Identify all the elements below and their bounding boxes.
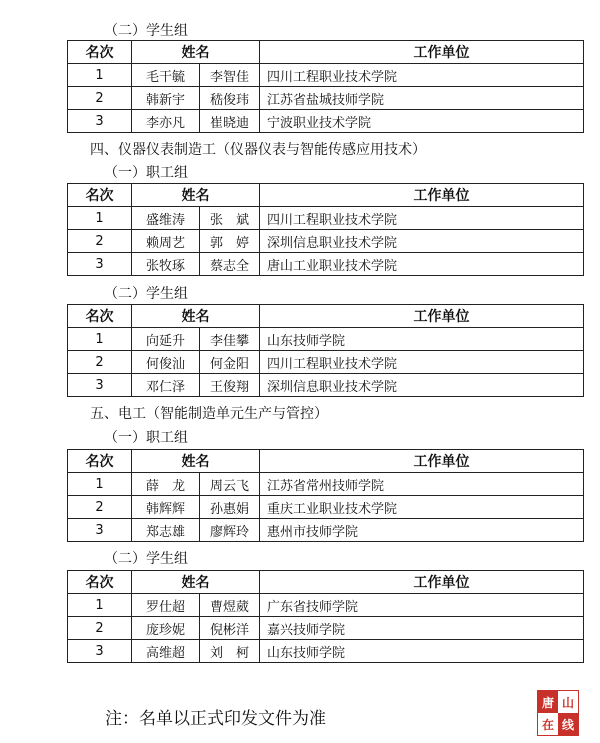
unit-cell: 惠州市技师学院 <box>260 519 584 542</box>
table-header-row <box>68 305 584 328</box>
rank-cell: 2 <box>68 230 132 253</box>
unit-cell: 四川工程职业技术学院 <box>260 64 584 87</box>
unit-cell: 江苏省常州技师学院 <box>260 473 584 496</box>
unit-cell: 唐山工业职业技术学院 <box>260 253 584 276</box>
name-cell: 蔡志全 <box>200 253 260 276</box>
name-cell: 郑志雄 <box>132 519 200 542</box>
table-row <box>68 207 584 230</box>
rank-header: 名次 <box>68 305 132 328</box>
unit-cell: 四川工程职业技术学院 <box>260 351 584 374</box>
name-cell: 曹煜葳 <box>200 594 260 617</box>
unit-cell: 嘉兴技师学院 <box>260 617 584 640</box>
rank-cell: 1 <box>68 207 132 230</box>
watermark-stamp <box>537 690 579 736</box>
unit-header: 工作单位 <box>260 305 584 328</box>
unit-cell: 广东省技师学院 <box>260 594 584 617</box>
table-row <box>68 473 584 496</box>
unit-header: 工作单位 <box>260 184 584 207</box>
name-cell: 何金阳 <box>200 351 260 374</box>
section-heading: （二）学生组 <box>104 286 188 302</box>
rank-header: 名次 <box>68 184 132 207</box>
name-cell: 毛干毓 <box>132 64 200 87</box>
name-cell: 邓仁泽 <box>132 374 200 397</box>
table-row <box>68 594 584 617</box>
table-row <box>68 374 584 397</box>
table-row <box>68 87 584 110</box>
unit-cell: 山东技师学院 <box>260 640 584 663</box>
unit-header: 工作单位 <box>260 41 584 64</box>
table-header-row <box>68 184 584 207</box>
name-cell: 倪彬洋 <box>200 617 260 640</box>
name-cell: 张牧琢 <box>132 253 200 276</box>
unit-cell: 深圳信息职业技术学院 <box>260 374 584 397</box>
stamp-char: 山 <box>558 691 578 713</box>
name-cell: 盛维涛 <box>132 207 200 230</box>
unit-cell: 山东技师学院 <box>260 328 584 351</box>
name-cell: 庞珍妮 <box>132 617 200 640</box>
rank-cell: 3 <box>68 374 132 397</box>
name-cell: 崔晓迪 <box>200 110 260 133</box>
unit-cell: 四川工程职业技术学院 <box>260 207 584 230</box>
name-header: 姓名 <box>132 305 260 328</box>
section-heading: （一）职工组 <box>104 165 188 181</box>
stamp-char: 在 <box>538 713 558 735</box>
table-row <box>68 640 584 663</box>
stamp-char: 唐 <box>538 691 558 713</box>
section-heading: （一）职工组 <box>104 430 188 446</box>
ranking-table <box>67 304 584 397</box>
name-header: 姓名 <box>132 450 260 473</box>
rank-cell: 1 <box>68 328 132 351</box>
table-header-row <box>68 571 584 594</box>
name-cell: 向延升 <box>132 328 200 351</box>
rank-cell: 3 <box>68 110 132 133</box>
rank-cell: 2 <box>68 87 132 110</box>
table-row <box>68 519 584 542</box>
footnote: 注：名单以正式印发文件为准 <box>105 709 326 729</box>
name-header: 姓名 <box>132 571 260 594</box>
section-heading: （二）学生组 <box>104 551 188 567</box>
name-header: 姓名 <box>132 41 260 64</box>
table-row <box>68 230 584 253</box>
table-row <box>68 617 584 640</box>
rank-header: 名次 <box>68 41 132 64</box>
table-row <box>68 351 584 374</box>
rank-cell: 3 <box>68 519 132 542</box>
rank-cell: 2 <box>68 496 132 519</box>
rank-cell: 1 <box>68 64 132 87</box>
name-cell: 嵇俊玮 <box>200 87 260 110</box>
table-header-row <box>68 41 584 64</box>
unit-header: 工作单位 <box>260 450 584 473</box>
rank-cell: 2 <box>68 617 132 640</box>
name-cell: 刘 柯 <box>200 640 260 663</box>
table-row <box>68 64 584 87</box>
rank-cell: 1 <box>68 473 132 496</box>
rank-header: 名次 <box>68 571 132 594</box>
section-title: 五、电工（智能制造单元生产与管控） <box>90 406 328 422</box>
rank-cell: 3 <box>68 640 132 663</box>
rank-cell: 2 <box>68 351 132 374</box>
name-cell: 李佳攀 <box>200 328 260 351</box>
name-cell: 韩辉辉 <box>132 496 200 519</box>
name-header: 姓名 <box>132 184 260 207</box>
name-cell: 韩新宇 <box>132 87 200 110</box>
unit-cell: 深圳信息职业技术学院 <box>260 230 584 253</box>
name-cell: 王俊翔 <box>200 374 260 397</box>
name-cell: 周云飞 <box>200 473 260 496</box>
name-cell: 孙惠娟 <box>200 496 260 519</box>
table-row <box>68 110 584 133</box>
ranking-table <box>67 183 584 276</box>
name-cell: 何俊汕 <box>132 351 200 374</box>
section-heading: （二）学生组 <box>104 23 188 39</box>
name-cell: 赖周艺 <box>132 230 200 253</box>
rank-header: 名次 <box>68 450 132 473</box>
ranking-table <box>67 570 584 663</box>
table-row <box>68 496 584 519</box>
unit-header: 工作单位 <box>260 571 584 594</box>
table-row <box>68 328 584 351</box>
name-cell: 高维超 <box>132 640 200 663</box>
unit-cell: 重庆工业职业技术学院 <box>260 496 584 519</box>
section-title: 四、仪器仪表制造工（仪器仪表与智能传感应用技术） <box>90 142 426 158</box>
name-cell: 张 斌 <box>200 207 260 230</box>
name-cell: 郭 婷 <box>200 230 260 253</box>
name-cell: 廖辉玲 <box>200 519 260 542</box>
stamp-char: 线 <box>558 713 578 735</box>
table-row <box>68 253 584 276</box>
name-cell: 李亦凡 <box>132 110 200 133</box>
name-cell: 薛 龙 <box>132 473 200 496</box>
rank-cell: 3 <box>68 253 132 276</box>
name-cell: 罗仕超 <box>132 594 200 617</box>
ranking-table <box>67 449 584 542</box>
unit-cell: 宁波职业技术学院 <box>260 110 584 133</box>
table-header-row <box>68 450 584 473</box>
rank-cell: 1 <box>68 594 132 617</box>
ranking-table <box>67 40 584 133</box>
name-cell: 李智佳 <box>200 64 260 87</box>
unit-cell: 江苏省盐城技师学院 <box>260 87 584 110</box>
